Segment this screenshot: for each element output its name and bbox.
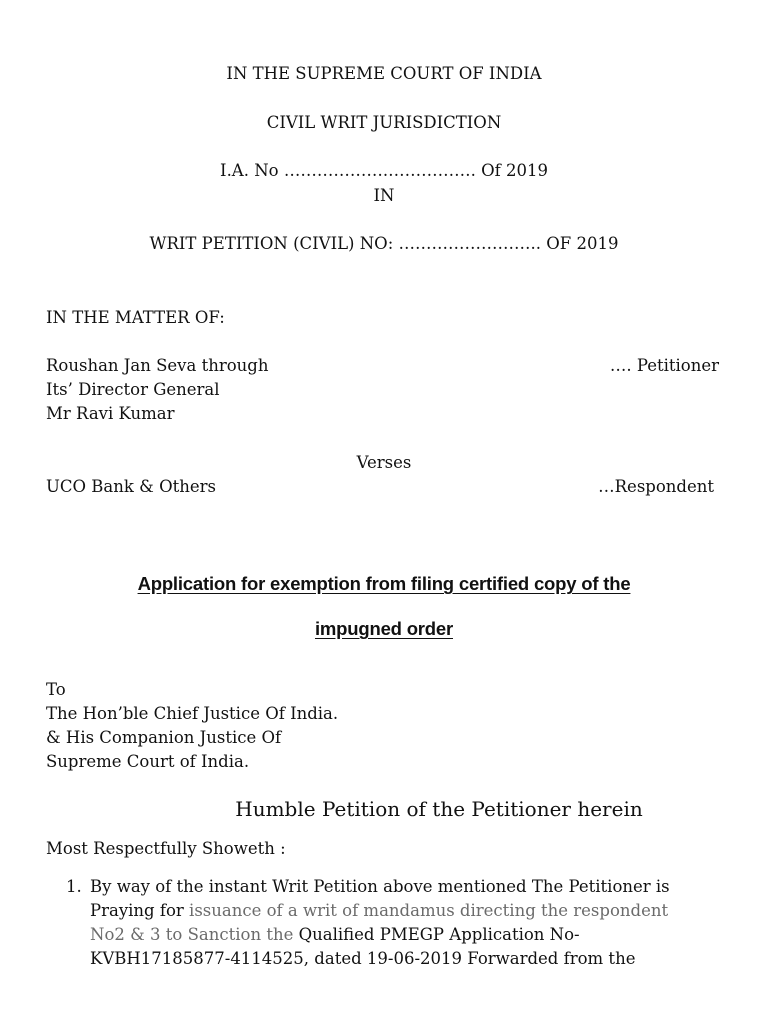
application-title-line2: impugned order	[314, 618, 453, 639]
paragraph-line-3	[90, 925, 580, 944]
ia-number-line: I.A. No ……………….……………. Of 2019	[220, 161, 548, 180]
jurisdiction: CIVIL WRIT JURISDICTION	[266, 113, 502, 132]
highlight-text: issuance	[189, 901, 262, 920]
addressee-to: To	[46, 680, 66, 699]
paragraph-line-1: By way of the instant Writ Petition above mentioned The Petitioner is	[90, 877, 670, 896]
humble-petition-heading: Humble Petition of the Petitioner herein	[235, 797, 643, 821]
list-item-number: 1.	[66, 877, 82, 896]
showeth-line: Most Respectfully Showeth :	[46, 839, 286, 858]
petitioner-name: Roushan Jan Seva through	[46, 356, 269, 375]
addressee-companion: & His Companion Justice Of	[46, 728, 282, 747]
text-run: Qualified PMEGP Application No-	[293, 925, 580, 944]
highlight-text: No2 & 3 to Sanction the	[90, 925, 294, 944]
text-run: Praying for	[90, 901, 190, 920]
paragraph-line-2	[90, 901, 668, 920]
respondent-role: …Respondent	[598, 477, 714, 496]
addressee-chief-justice: The Hon’ble Chief Justice Of India.	[46, 704, 339, 723]
matter-heading: IN THE MATTER OF:	[46, 308, 225, 327]
addressee-court: Supreme Court of India.	[46, 752, 250, 771]
petitioner-representative: Mr Ravi Kumar	[46, 404, 175, 423]
text-run: of a	[261, 901, 303, 920]
respondent-name: UCO Bank & Others	[46, 477, 216, 496]
writ-petition-line: WRIT PETITION (CIVIL) NO: …………………….. OF 2019	[149, 234, 619, 253]
application-title-line1: Application for exemption from filing certified copy of the	[137, 573, 631, 594]
court-name: IN THE SUPREME COURT OF INDIA	[226, 64, 542, 83]
text-run: directing the respondent	[454, 901, 669, 920]
petitioner-role: …. Petitioner	[609, 356, 719, 375]
in-connector: IN	[373, 186, 395, 205]
highlight-text: writ of mandamus	[302, 901, 455, 920]
petitioner-title: Its’ Director General	[46, 380, 220, 399]
verses: Verses	[356, 453, 412, 472]
paragraph-line-4: KVBH17185877-4114525, dated 19-06-2019 Forwarded from the	[90, 949, 636, 968]
